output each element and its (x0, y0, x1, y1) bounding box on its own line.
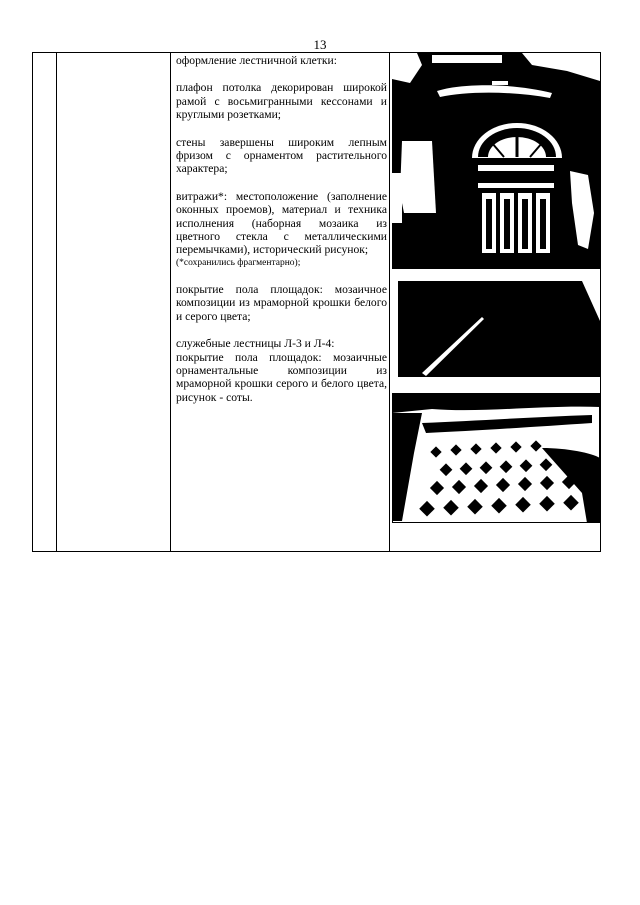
floor-text: покрытие пола площадок: мозаичное композиции из мраморной крошки белого и серого цвета; (176, 282, 387, 323)
service-stairs-title: служебные лестницы Л-3 и Л-4: (176, 337, 335, 351)
photo-stair-hall-window (392, 53, 600, 269)
walls-text: стены завершены широким лепным фризом с орнаментом растительного характера; (176, 135, 387, 176)
windows-note: (*сохранились фрагментарно); (176, 257, 301, 268)
column-divider (389, 53, 390, 551)
page-number: 13 (313, 37, 327, 52)
document-table (32, 52, 601, 552)
photo-mosaic-floor (392, 393, 600, 523)
windows-text: витражи*: местоположение (заполнение оконных проемов), материал и техника исполнения (наборная мозаика из цветного стекла с металлическими перемычками), исторический рисунок; (176, 189, 387, 257)
ceiling-text: плафон потолка декорирован широкой рамой с восьмигранными кессонами и круглыми розетками; (176, 81, 387, 122)
column-divider (56, 53, 57, 551)
column-divider (170, 53, 171, 551)
service-floor-text: покрытие пола площадок: мозаичные орнаментальные композиции из мраморной крошки серого и белого цвета, рисунок - соты. (176, 350, 387, 404)
photo-stair-railing (392, 281, 600, 377)
heading-text: оформление лестничной клетки: (176, 54, 337, 67)
description-column (176, 54, 387, 418)
